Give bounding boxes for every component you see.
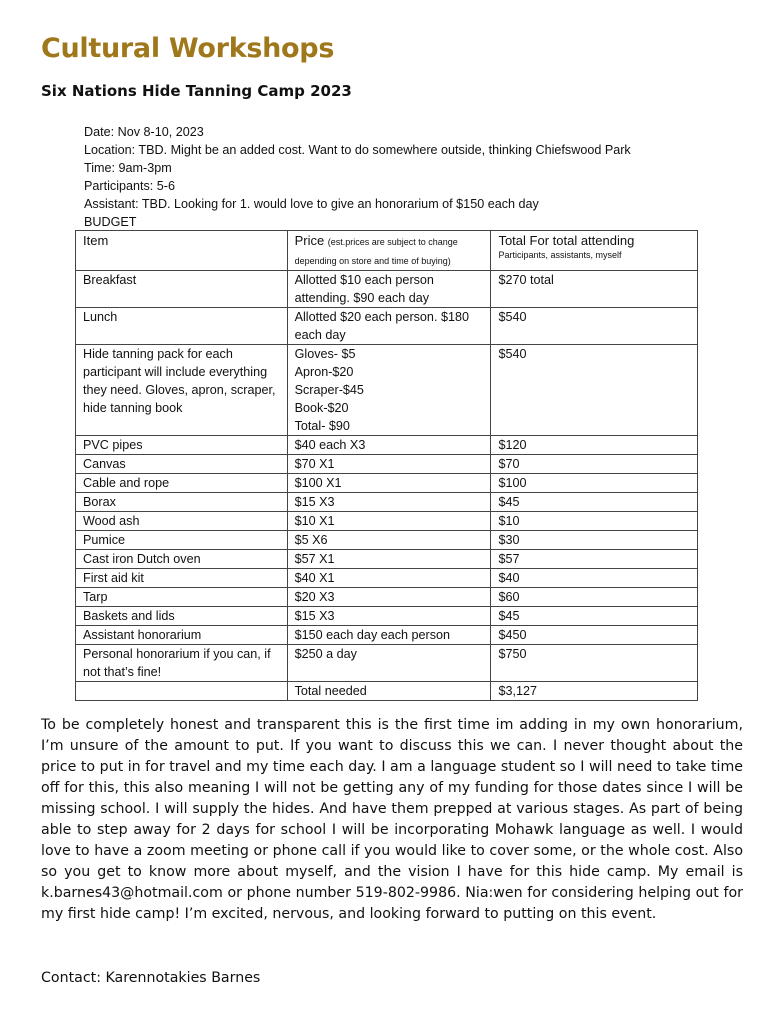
row-total-cell: $10 <box>491 512 698 531</box>
page-subtitle: Six Nations Hide Tanning Camp 2023 <box>41 82 352 100</box>
row-total-cell: $45 <box>491 493 698 512</box>
row-item-cell: Canvas <box>76 455 288 474</box>
budget-rows <box>76 271 698 682</box>
row-total-cell: $450 <box>491 626 698 645</box>
row-item-cell: First aid kit <box>76 569 288 588</box>
row-price-cell: Allotted $10 each person attending. $90 each day <box>287 271 491 308</box>
row-total-cell: $120 <box>491 436 698 455</box>
header-total-label: Total For total attending <box>498 233 635 248</box>
row-total-cell: $57 <box>491 550 698 569</box>
table-row <box>76 607 698 626</box>
table-row <box>76 531 698 550</box>
table-row <box>76 436 698 455</box>
header-total-note: Participants, assistants, myself <box>498 250 622 260</box>
budget-table <box>75 230 698 701</box>
row-price-cell: $40 X1 <box>287 569 491 588</box>
row-item-cell: Breakfast <box>76 271 288 308</box>
table-row <box>76 493 698 512</box>
row-item-cell: Lunch <box>76 308 288 345</box>
event-date: Date: Nov 8-10, 2023 <box>84 125 204 139</box>
table-row <box>76 645 698 682</box>
table-row <box>76 550 698 569</box>
row-total-cell: $60 <box>491 588 698 607</box>
row-total-cell: $40 <box>491 569 698 588</box>
budget-header-row <box>76 231 698 271</box>
row-item-cell: Baskets and lids <box>76 607 288 626</box>
row-item-cell: Pumice <box>76 531 288 550</box>
row-price-cell: Allotted $20 each person. $180 each day <box>287 308 491 345</box>
row-price-cell: $15 X3 <box>287 493 491 512</box>
table-row <box>76 455 698 474</box>
table-row <box>76 345 698 436</box>
event-participants: Participants: 5-6 <box>84 179 175 193</box>
row-item-cell: Hide tanning pack for each participant will include everything they need. Gloves, apron, scraper, hide tanning book <box>76 345 288 436</box>
row-price-cell: $250 a day <box>287 645 491 682</box>
row-total-cell: $70 <box>491 455 698 474</box>
row-item-cell: Personal honorarium if you can, if not that’s fine! <box>76 645 288 682</box>
row-total-cell: $270 total <box>491 271 698 308</box>
event-details <box>84 123 724 231</box>
budget-label: BUDGET <box>84 215 137 229</box>
row-total-cell: $100 <box>491 474 698 493</box>
row-total-cell: $30 <box>491 531 698 550</box>
table-row <box>76 626 698 645</box>
row-item-cell: PVC pipes <box>76 436 288 455</box>
table-row <box>76 271 698 308</box>
row-item-cell: Wood ash <box>76 512 288 531</box>
header-price-label: Price <box>294 233 325 248</box>
row-price-cell: $5 X6 <box>287 531 491 550</box>
row-price-cell: $100 X1 <box>287 474 491 493</box>
event-location: Location: TBD. Might be an added cost. Want to do somewhere outside, thinking Chiefswood Park <box>84 143 631 157</box>
row-total-cell: $750 <box>491 645 698 682</box>
header-price-note: (est.prices are subject to change depending on store and time of buying) <box>294 237 458 266</box>
row-price-cell: $20 X3 <box>287 588 491 607</box>
row-price-cell: $57 X1 <box>287 550 491 569</box>
table-row <box>76 308 698 345</box>
header-item: Item <box>76 231 288 271</box>
event-assistant: Assistant: TBD. Looking for 1. would love to give an honorarium of $150 each day <box>84 197 539 211</box>
row-total-cell: $540 <box>491 308 698 345</box>
total-row-item <box>76 682 288 701</box>
row-item-cell: Assistant honorarium <box>76 626 288 645</box>
table-row <box>76 474 698 493</box>
body-paragraph: To be completely honest and transparent this is the first time im adding in my own honorarium, I’m unsure of the amount to put. If you want to discuss this we can. I never thought about the price to put in for travel and my time each day. I am a language student so I will need to take time off for this, this also meaning I will not be getting any of my funding for those dates since I will be missing school. I will supply the hides. And have them prepped at various stages. As part of being able to step away for 2 days for school I will be incorporating Mohawk language as well. I would love to have a zoom meeting or phone call if you would like to cover some, or the whole cost. Also so you get to know more about myself, and the vision I have for this hide camp. My email is k.barnes43@hotmail.com or phone number 519-802-9986. Nia:wen for considering helping out for my first hide camp! I’m excited, nervous, and looking forward to putting on this event. <box>41 717 743 922</box>
table-row <box>76 588 698 607</box>
contact-line: Contact: Karennotakies Barnes <box>41 970 261 986</box>
row-item-cell: Tarp <box>76 588 288 607</box>
row-item-cell: Borax <box>76 493 288 512</box>
row-item-cell: Cable and rope <box>76 474 288 493</box>
event-time: Time: 9am-3pm <box>84 161 172 175</box>
row-price-cell: $70 X1 <box>287 455 491 474</box>
header-price <box>287 231 491 271</box>
total-row-amount: $3,127 <box>491 682 698 701</box>
table-row <box>76 569 698 588</box>
row-price-cell: $150 each day each person <box>287 626 491 645</box>
row-total-cell: $540 <box>491 345 698 436</box>
row-item-cell: Cast iron Dutch oven <box>76 550 288 569</box>
table-row <box>76 512 698 531</box>
row-price-cell: $15 X3 <box>287 607 491 626</box>
row-price-cell: Gloves- $5 Apron-$20 Scraper-$45 Book-$20 Total- $90 <box>287 345 491 436</box>
row-price-cell: $40 each X3 <box>287 436 491 455</box>
total-row-label: Total needed <box>287 682 491 701</box>
header-total <box>491 231 698 271</box>
row-total-cell: $45 <box>491 607 698 626</box>
budget-total-row <box>76 682 698 701</box>
row-price-cell: $10 X1 <box>287 512 491 531</box>
page-title: Cultural Workshops <box>41 33 335 64</box>
